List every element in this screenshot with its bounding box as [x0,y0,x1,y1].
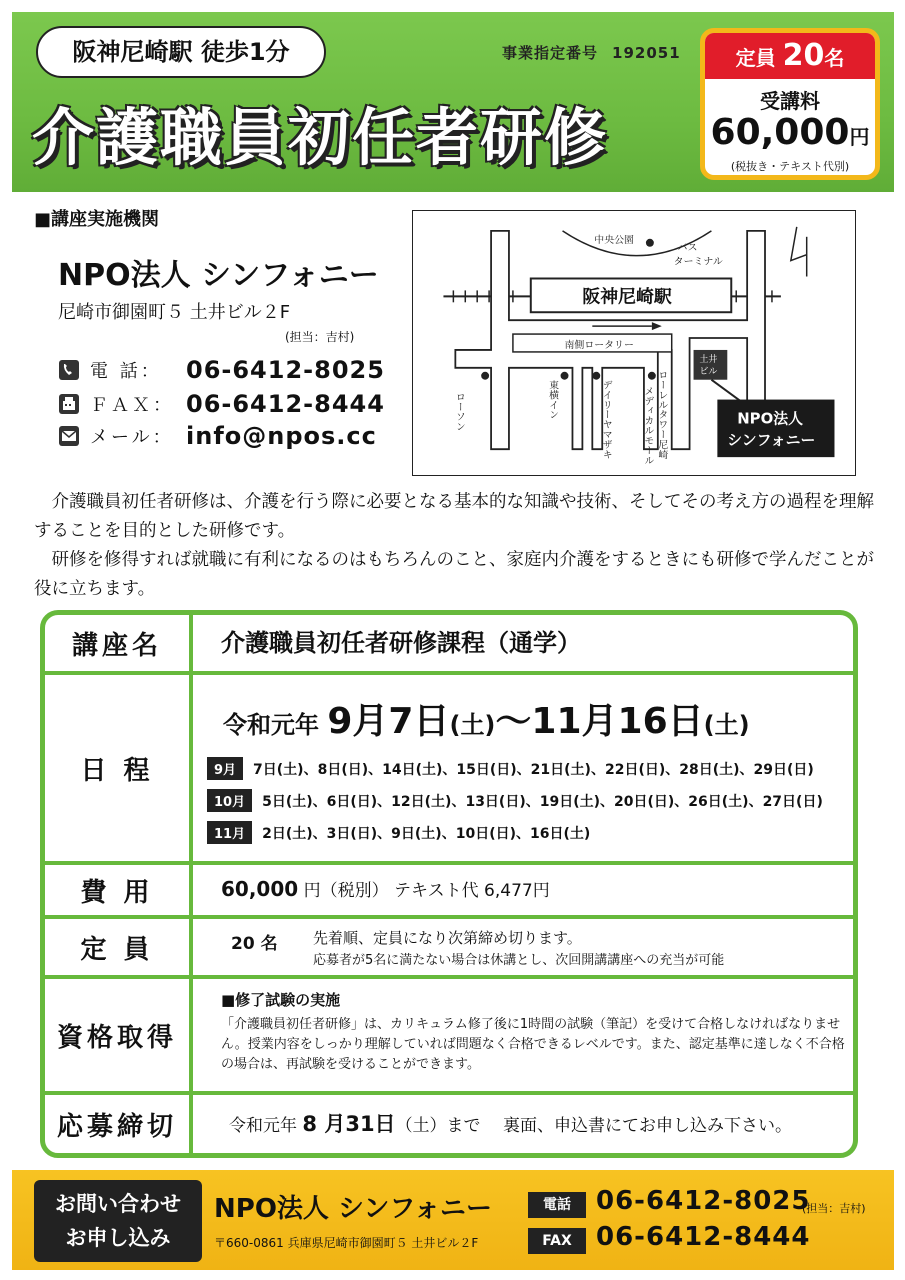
organizer-heading: ■講座実施機関 [34,209,160,230]
exam-text: 「介護職員初任者研修」は、カリキュラム修了後に1時間の試験（筆記）を受けて合格しなければなりません。授業内容をしっかり理解していれば問題なく合格できるレベルです。また、認定基準に達しなく不合格の場合は、再試験を受けることができます。 [221,1017,845,1072]
organizer-address: 尼崎市御園町５ 土井ビル２F [58,302,291,323]
organizer-contact-person: (担当：吉村) [285,330,355,344]
map-label-bus-2: ターミナル [673,256,723,268]
fee-note: (税抜き・テキスト代別) [730,160,850,173]
north-arrow-icon [791,227,807,277]
capacity-unit: 名 [824,46,845,70]
phone-label: 電 話： [90,361,162,382]
capacity-prefix: 定員 [735,46,776,70]
schedule-tilde: ～ [495,701,532,742]
row-schedule [45,675,853,865]
inquiry-badge-line-2: お申し込み [65,1226,171,1250]
fax-number[interactable]: 06-6412-8444 [186,390,385,418]
map-label-bus-1: バス [677,242,698,254]
fee-detail-amount: 60,000 [221,877,299,901]
schedule-start: 9月7日 [327,701,450,742]
capacity-head: 定 員 [45,919,193,975]
deadline-date: 8 月31日 [302,1112,396,1136]
header-banner [12,12,894,192]
intro-paragraph-1: 介護職員初任者研修は、介護を行う際に必要となる基本的な知識や技術、そしてその考え方の過程を理解することを目的とした研修です。 [34,492,874,541]
month-tag: 11月 [207,821,252,844]
course-info-table [40,610,858,1158]
capacity-number: 20 [782,38,825,73]
business-number-value: 192051 [612,44,681,62]
station-badge: 阪神尼崎駅 徒歩1分 [36,26,326,78]
schedule-era: 令和元年 [223,711,319,739]
deadline-era: 令和元年 [229,1116,303,1136]
qualification-head: 資格取得 [45,979,193,1091]
footer-fax-tag: FAX [528,1228,586,1254]
row-capacity [45,919,853,979]
footer-tel[interactable]: 06-6412-8025 [596,1186,811,1216]
map-label-lawson: ローソン [453,391,465,432]
schedule-end-dow: (土) [703,711,750,739]
exam-title: ■修了試験の実施 [221,991,341,1009]
schedule-end: 11月16日 [531,701,704,742]
month-line-oct [207,789,823,812]
page-title: 介護職員初任者研修 [32,101,609,174]
footer-fax[interactable]: 06-6412-8444 [596,1222,811,1252]
business-number-label: 事業指定番号 [502,44,599,62]
month-days: 7日(土)、8日(日)、14日(土)、15日(日)、21日(土)、22日(日)、28日(土)、29日(日) [253,761,814,778]
footer-org-name: NPO法人 シンフォニー [214,1194,493,1224]
fee-amount: 60,000 [710,112,850,153]
mail-label: メール： [90,427,174,448]
month-days: 2日(土)、3日(日)、9日(土)、10日(日)、16日(土) [262,825,591,842]
business-number [502,42,681,63]
map-label-bldg-2: ビル [699,366,718,377]
organizer-name: NPO法人 シンフォニー [58,258,379,293]
phone-row [58,356,385,384]
row-fee [45,865,853,919]
row-qualification [45,979,853,1095]
deadline-detail [229,1108,792,1138]
fee-detail [221,865,853,915]
month-tag: 10月 [207,789,252,812]
mail-address[interactable]: info@npos.cc [186,422,377,450]
inquiry-badge-line-1: お問い合わせ [55,1192,181,1216]
footer-contact-person: (担当：吉村) [802,1202,866,1215]
fax-label: ＦＡＸ： [90,395,174,416]
schedule-start-dow: (土) [449,711,496,739]
mail-row [58,422,377,450]
map-label-npo-2: シンフォニー [727,431,816,450]
capacity-amount: 20 名 [231,934,278,954]
fax-icon [58,393,80,415]
intro-text [34,488,874,604]
access-map [412,210,856,476]
phone-number[interactable]: 06-6412-8025 [186,356,385,384]
fee-detail-rest: 円（税別） テキスト代 6,477円 [298,881,550,901]
map-label-park: 中央公園 [594,234,634,246]
map-label-npo-1: NPO法人 [737,409,803,428]
month-line-sep [207,757,814,780]
month-days: 5日(土)、6日(日)、12日(土)、13日(日)、19日(土)、20日(日)、26日(土)、27日(日) [262,793,823,810]
intro-paragraph-2: 研修を修得すれば就職に有利になるのはもちろんのこと、家庭内介護をするときにも研修で学んだことが役に立ちます。 [34,550,874,599]
footer-address: 〒660-0861 兵庫県尼崎市御園町５ 土井ビル２F [214,1236,479,1250]
capacity-note-2: 応募者が5名に満たない場合は休講とし、次回開講講座への充当が可能 [313,953,725,968]
map-label-yamazaki: デイリーヤマザキ [600,379,612,460]
map-label-station: 阪神尼崎駅 [582,286,672,308]
fee-label: 受講料 [760,89,820,113]
price-box [700,28,880,180]
map-label-toyoko: 東横イン [547,379,559,420]
mail-icon [58,425,80,447]
course-name: 介護職員初任者研修課程（通学） [221,629,581,657]
map-label-medical: メディカルモール [642,385,654,466]
footer-banner [12,1170,894,1270]
map-label-bldg-1: 土井 [699,354,718,365]
map-drawing [413,211,855,475]
row-course [45,615,853,675]
month-tag: 9月 [207,757,243,780]
fee-head: 費 用 [45,865,193,915]
schedule-head: 日 程 [45,675,193,861]
capacity-band [705,33,875,79]
map-label-laurel: ローレルタワー尼崎 [656,369,668,460]
capacity-note-1: 先着順、定員になり次第締め切ります。 [313,929,582,947]
deadline-rest: （土）まで 裏面、申込書にてお申し込み下さい。 [395,1116,792,1136]
course-head: 講座名 [45,615,193,671]
row-deadline [45,1095,853,1153]
phone-icon [58,359,80,381]
footer-tel-tag: 電話 [528,1192,586,1218]
fee-value [705,114,875,156]
fax-row [58,390,385,418]
deadline-head: 応募締切 [45,1095,193,1153]
month-line-nov [207,821,590,844]
fee-unit: 円 [849,125,870,149]
inquiry-badge [34,1180,202,1262]
map-label-rotary: 南側ロータリー [564,339,634,351]
schedule-range [223,693,750,744]
